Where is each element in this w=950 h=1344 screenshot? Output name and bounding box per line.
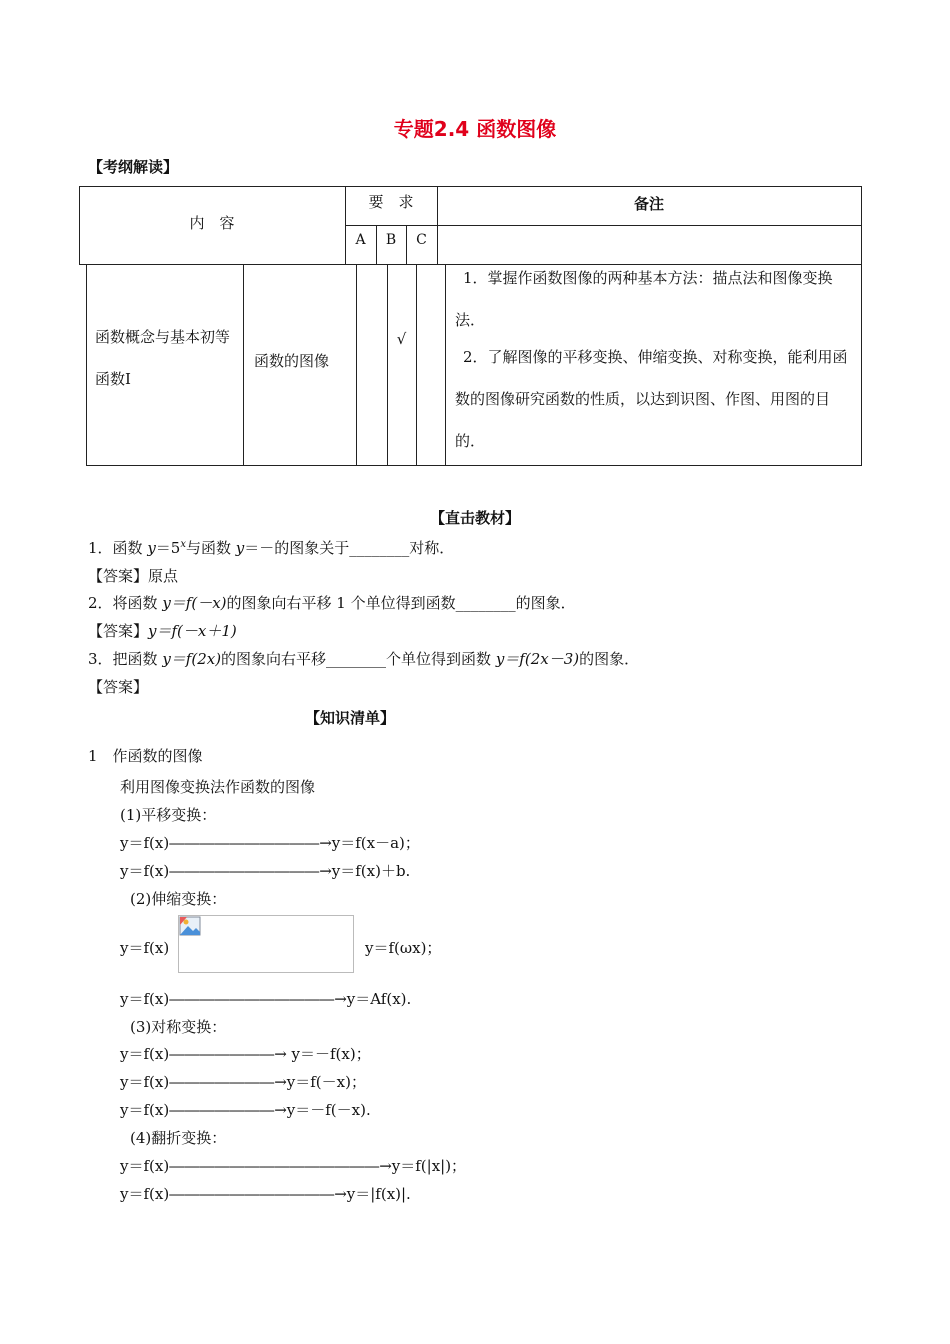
translate-rule-1: y＝f(x)――――――――――→y＝f(x－a)； [120, 834, 420, 852]
header-requirement: 要 求 [368, 193, 414, 211]
header-content: 内 容 [189, 214, 235, 232]
flip-rule-2: y＝f(x)―――――――――――→y＝|f(x)|. [120, 1185, 411, 1203]
symmetry-rule-1: y＝f(x)―――――――→ y＝－f(x)； [120, 1045, 371, 1063]
row-note-2: 2．了解图像的平移变换、伸缩变换、对称变换，能利用函数的图像研究函数的性质，以达到识图、作图、用图的目的． [455, 348, 848, 450]
page-title: 专题2.4 函数图像 [393, 117, 557, 141]
missing-image-placeholder [178, 915, 354, 973]
flip-rule-1: y＝f(x)――――――――――――――→y＝f(|x|)； [120, 1157, 467, 1175]
translate-title: (1)平移变换： [120, 806, 217, 824]
knowledge-subtitle: 利用图像变换法作函数的图像 [120, 778, 316, 796]
symmetry-title: (3)对称变换： [130, 1018, 227, 1036]
question-1: 1．函数 $y=5^x$与函数 y＝－的图象关于________对称． [88, 539, 455, 557]
row-topic: 函数的图像 [254, 352, 330, 370]
level-b: B [385, 232, 397, 248]
stretch-rule-1-right: y＝f(ωx)； [365, 939, 442, 957]
section-heading-syllabus: 【考纲解读】 [88, 158, 179, 176]
broken-image-icon [179, 916, 201, 936]
translate-rule-2: y＝f(x)――――――――――→y＝f(x)＋b. [120, 862, 411, 880]
header-note: 备注 [633, 195, 664, 213]
question-2: 2．将函数 y＝f(－x)的图象向右平移 1 个单位得到函数________的图象． [88, 594, 576, 612]
knowledge-title-1: 1 作函数的图像 [88, 747, 203, 765]
answer-2: 【答案】y＝f(－x＋1) [88, 622, 237, 640]
flip-title: (4)翻折变换： [130, 1129, 227, 1147]
check-mark-b: √ [396, 330, 407, 348]
section-heading-knowledge: 【知识清单】 [305, 709, 396, 727]
stretch-rule-1-left: y＝f(x) [120, 939, 170, 957]
stretch-title: (2)伸缩变换： [130, 890, 227, 908]
level-a: A [355, 232, 366, 248]
stretch-rule-2: y＝f(x)―――――――――――→y＝Af(x). [120, 990, 412, 1008]
row-category: 函数概念与基本初等函数Ⅰ [95, 328, 231, 388]
row-note-1: 1．掌握作函数图像的两种基本方法：描点法和图像变换法． [455, 269, 833, 329]
symmetry-rule-2: y＝f(x)―――――――→y＝f(－x)； [120, 1073, 366, 1091]
answer-1: 【答案】原点 [88, 567, 179, 585]
section-heading-textbook: 【直击教材】 [429, 509, 520, 527]
question-3: 3．把函数 y＝f(2x)的图象向右平移________个单位得到函数 y＝f(2x－3)的图象． [88, 650, 640, 668]
level-c: C [416, 232, 427, 248]
symmetry-rule-3: y＝f(x)―――――――→y＝－f(－x). [120, 1101, 371, 1119]
answer-3: 【答案】 [88, 678, 149, 696]
